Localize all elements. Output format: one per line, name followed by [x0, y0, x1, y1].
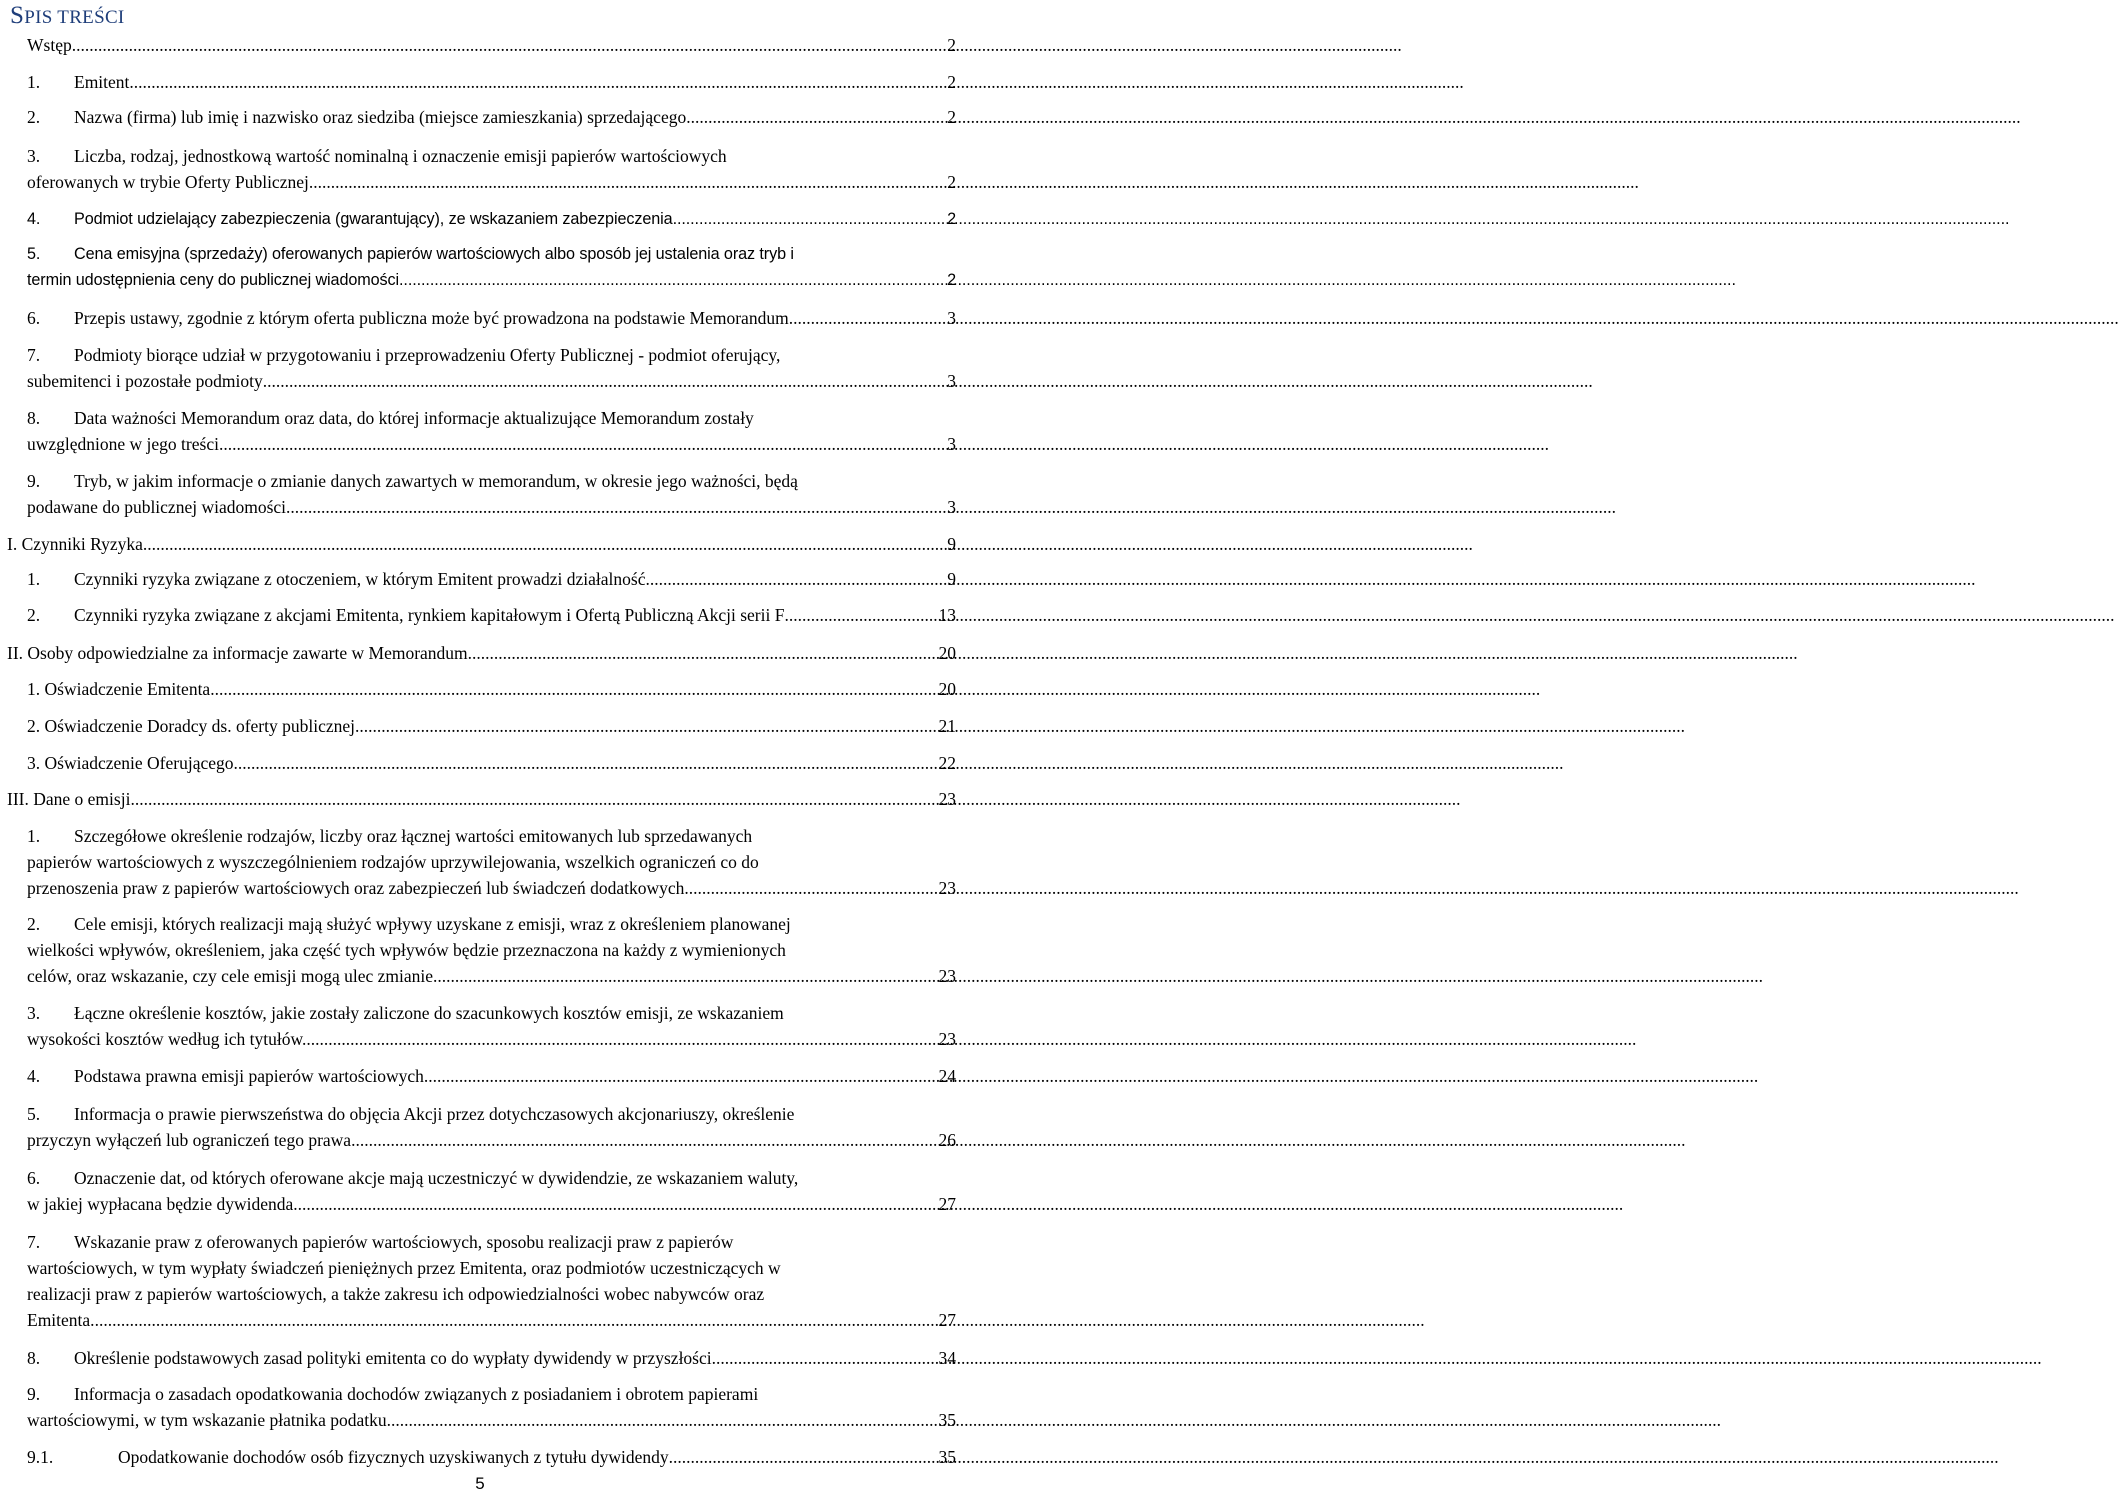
toc-entry-line — [0, 169, 956, 195]
toc-entry-page-number: 13 — [938, 605, 956, 625]
toc-entry[interactable] — [0, 786, 960, 812]
toc-entry-line — [0, 368, 956, 394]
toc-title-initial: S — [10, 2, 25, 29]
toc-entry-text: podawane do publicznej wiadomości — [27, 497, 287, 517]
toc-entry-number: 5. — [27, 245, 41, 263]
toc-entry-line — [0, 1101, 956, 1127]
toc-entry-page-number: 23 — [938, 966, 956, 986]
dot-leader — [784, 602, 936, 628]
toc-entry-text: termin udostępnienia ceny do publicznej wiadomości — [27, 271, 400, 289]
dot-leader — [306, 1026, 936, 1052]
toc-entry-page-number: 20 — [938, 679, 956, 699]
toc-entry[interactable] — [0, 531, 960, 557]
toc-entry-page-number: 3 — [947, 434, 956, 454]
toc-entry-line — [0, 1281, 956, 1307]
toc-entry[interactable] — [0, 911, 960, 989]
toc-entry-page-number: 3 — [947, 308, 956, 328]
toc-entry-text: Czynniki ryzyka związane z otoczeniem, w którym Emitent prowadzi działalność — [74, 569, 646, 589]
toc-entry-text: wysokości kosztów według ich tytułów. — [27, 1029, 307, 1049]
toc-entry[interactable] — [0, 206, 960, 232]
toc-entry[interactable] — [0, 241, 960, 293]
toc-entry-text: przyczyn wyłączeń lub ograniczeń tego prawa. — [27, 1130, 356, 1150]
dot-leader — [468, 640, 937, 666]
toc-entry-number: 8. — [27, 1348, 41, 1368]
toc-entry-text: Oznaczenie dat, od których oferowane akcje mają uczestniczyć w dywidendzie, ze wskazaniem waluty, — [74, 1168, 799, 1188]
toc-entry-page-number: 26 — [938, 1130, 956, 1150]
dot-leader — [789, 305, 946, 331]
toc-entry-text: Tryb, w jakim informacje o zmianie danych zawartych w memorandum, w okresie jego ważności, będą — [74, 471, 798, 491]
toc-entry-line — [0, 1063, 956, 1089]
toc-entry-text: 3. Oświadczenie Oferującego — [27, 753, 234, 773]
dot-leader — [210, 676, 936, 702]
toc-entry-number: 6. — [27, 308, 41, 328]
toc-entry-page-number: 20 — [938, 643, 956, 663]
toc-entry-text: III. Dane o emisji — [7, 789, 131, 809]
toc-entry-number: 2. — [27, 605, 41, 625]
dot-leader — [234, 750, 937, 776]
toc-entry-text: realizacji praw z papierów wartościowych, a także zakresu ich odpowiedzialności wobec nabywców oraz — [27, 1284, 765, 1304]
toc-entry-line — [0, 713, 956, 739]
toc-entry-line — [0, 1191, 956, 1217]
toc-entry-page-number: 2 — [947, 72, 956, 92]
dot-leader — [689, 875, 937, 901]
toc-entry-line — [0, 676, 956, 702]
toc-entry[interactable] — [0, 602, 960, 628]
toc-entry-line — [0, 786, 956, 812]
toc-title — [10, 2, 125, 30]
toc-entry-number: 4. — [27, 1066, 41, 1086]
toc-entry[interactable] — [0, 143, 960, 195]
toc-entry-line — [0, 1407, 956, 1433]
toc-entry-page-number: 9 — [947, 534, 956, 554]
toc-entry-text: Podmiot udzielający zabezpieczenia (gwarantujący), ze wskazaniem zabezpieczenia — [74, 210, 673, 228]
toc-entry[interactable] — [0, 713, 960, 739]
toc-entry-number: 3. — [27, 1003, 41, 1023]
toc-entry-text: Podmioty biorące udział w przygotowaniu i przeprowadzeniu Oferty Publicznej - podmiot oferujący, — [74, 345, 781, 365]
toc-entry-line — [0, 1345, 956, 1371]
toc-entry-line — [0, 143, 956, 169]
toc-entry-page-number: 24 — [938, 1066, 956, 1086]
toc-entry-page-number: 3 — [947, 371, 956, 391]
dot-leader — [355, 713, 936, 739]
dot-leader — [673, 206, 946, 232]
toc-entry-text: oferowanych w trybie Oferty Publicznej — [27, 172, 309, 192]
toc-entry-line — [0, 602, 956, 628]
toc-entry-line — [0, 1255, 956, 1281]
toc-entry-number: 7. — [27, 1232, 41, 1252]
toc-entry-line — [0, 750, 956, 776]
toc-entry-line — [0, 431, 956, 457]
toc-entry[interactable] — [0, 305, 960, 331]
toc-entry-number: 2. — [27, 914, 41, 934]
toc-entry-text: Podstawa prawna emisji papierów wartościowych. — [74, 1066, 429, 1086]
toc-entry[interactable] — [0, 676, 960, 702]
toc-entry-number: 4. — [27, 210, 41, 228]
toc-entry-text: Data ważności Memorandum oraz data, do której informacje aktualizujące Memorandum zostały — [74, 408, 754, 428]
toc-entry-line — [0, 1381, 956, 1407]
toc-entry-line — [0, 823, 956, 849]
toc-entry-text: Przepis ustawy, zgodnie z którym oferta publiczna może być prowadzona na podstawie Memorandum — [74, 308, 789, 328]
toc-entry-page-number: 34 — [938, 1348, 956, 1368]
toc-entry-text: Opodatkowanie dochodów osób fizycznych uzyskiwanych z tytułu dywidendy — [118, 1447, 669, 1467]
toc-entry-line — [0, 305, 956, 331]
toc-entry-text: wartościowymi, w tym wskazanie płatnika podatku. — [27, 1410, 392, 1430]
toc-entry-number: 2. — [27, 107, 41, 127]
toc-entry-page-number: 2 — [947, 172, 956, 192]
toc-entry-number: 1. — [27, 72, 41, 92]
toc-entry-text: wielkości wpływów, określeniem, jaka część tych wpływów będzie przeznaczona na każdy z wymienionych — [27, 940, 786, 960]
toc-entry[interactable] — [0, 1381, 960, 1433]
toc-entry-text: Czynniki ryzyka związane z akcjami Emitenta, rynkiem kapitałowym i Ofertą Publiczną Akcji serii F — [74, 605, 785, 625]
toc-entry-line — [0, 849, 956, 875]
toc-entry-page-number: 2 — [947, 271, 956, 289]
toc-entry-line — [0, 1229, 956, 1255]
dot-leader — [143, 531, 945, 557]
toc-entry-line — [0, 1165, 956, 1191]
dot-leader — [263, 368, 946, 394]
toc-entry-line — [0, 911, 956, 937]
toc-entry[interactable] — [0, 69, 960, 95]
document-page — [0, 0, 960, 1499]
toc-entry-line — [0, 69, 956, 95]
toc-entry-line — [0, 468, 956, 494]
toc-entry[interactable] — [0, 1165, 960, 1217]
toc-entry-text: Wskazanie praw z oferowanych papierów wartościowych, sposobu realizacji praw z papierów — [74, 1232, 734, 1252]
toc-entry-number: 3. — [27, 146, 41, 166]
dot-leader — [428, 1063, 936, 1089]
toc-entry[interactable] — [0, 1444, 960, 1470]
toc-entry[interactable] — [0, 1000, 960, 1052]
dot-leader — [669, 1444, 937, 1470]
toc-entry-number: 6. — [27, 1168, 41, 1188]
toc-entry-line — [0, 1000, 956, 1026]
toc-entry-page-number: 23 — [938, 1029, 956, 1049]
dot-leader — [391, 1407, 936, 1433]
toc-entry-page-number: 21 — [938, 716, 956, 736]
toc-entry-text: Emitent. — [74, 72, 134, 92]
toc-entry-text: celów, oraz wskazanie, czy cele emisji mogą ulec zmianie — [27, 966, 434, 986]
toc-entry[interactable] — [0, 342, 960, 394]
toc-entry[interactable] — [0, 1063, 960, 1089]
toc-entry-number: 8. — [27, 408, 41, 428]
toc-entry[interactable] — [0, 1345, 960, 1371]
dot-leader — [399, 267, 945, 293]
toc-entry-text: Cele emisji, których realizacji mają służyć wpływy uzyskane z emisji, wraz z określeniem planowanej — [74, 914, 791, 934]
dot-leader — [134, 69, 945, 95]
dot-leader — [130, 786, 936, 812]
toc-entry[interactable] — [0, 405, 960, 457]
toc-entry-line — [0, 1026, 956, 1052]
toc-entry-page-number: 9 — [947, 569, 956, 589]
toc-entry-line — [0, 206, 956, 232]
toc-entry-line — [0, 963, 956, 989]
dot-leader — [433, 963, 936, 989]
toc-entry[interactable] — [0, 468, 960, 520]
toc-entry-page-number: 27 — [938, 1194, 956, 1214]
toc-entry-page-number: 2 — [947, 107, 956, 127]
toc-title-rest: PIS TREŚCI — [24, 7, 125, 28]
toc-entry-text: Określenie podstawowych zasad polityki emitenta co do wypłaty dywidendy w przyszłości — [74, 1348, 712, 1368]
toc-entry-line — [0, 640, 956, 666]
toc-entry[interactable] — [0, 823, 960, 901]
toc-entry[interactable] — [0, 640, 960, 666]
toc-entry-line — [0, 1127, 956, 1153]
toc-entry-page-number: 22 — [938, 753, 956, 773]
toc-entry-text: Nazwa (firma) lub imię i nazwisko oraz siedziba (miejsce zamieszkania) sprzedającego. — [74, 107, 691, 127]
toc-entry-text: Łączne określenie kosztów, jakie zostały zaliczone do szacunkowych kosztów emisji, ze wskazaniem — [74, 1003, 784, 1023]
toc-entry[interactable] — [0, 32, 960, 58]
toc-entry-page-number: 23 — [938, 789, 956, 809]
toc-entry-number: 9. — [27, 471, 41, 491]
toc-entry-text: Liczba, rodzaj, jednostkową wartość nominalną i oznaczenie emisji papierów wartościowych — [74, 146, 727, 166]
toc-entry-text: przenoszenia praw z papierów wartościowych oraz zabezpieczeń lub świadczeń dodatkowych. — [27, 878, 689, 898]
toc-entry-line — [0, 1307, 956, 1333]
toc-entry-text: papierów wartościowych z wyszczególnieniem rodzajów uprzywilejowania, wszelkich ograniczeń co do — [27, 852, 759, 872]
toc-entry-line — [0, 875, 956, 901]
page-number: 5 — [475, 1474, 485, 1493]
toc-entry[interactable] — [0, 1229, 960, 1333]
toc-entry-line — [0, 1444, 956, 1470]
toc-entry-text: uwzględnione w jego treści — [27, 434, 219, 454]
toc-entry-text: 2. Oświadczenie Doradcy ds. oferty publicznej — [27, 716, 356, 736]
toc-entry-page-number: 27 — [938, 1310, 956, 1330]
toc-entry[interactable] — [0, 566, 960, 592]
toc-entry-number: 1. — [27, 826, 41, 846]
toc-entry-line — [0, 104, 956, 130]
toc-entry-text: Cena emisyjna (sprzedaży) oferowanych papierów wartościowych albo sposób jej ustalenia oraz tryb i — [74, 245, 794, 263]
toc-entry-text: II. Osoby odpowiedzialne za informacje zawarte w Memorandum — [7, 643, 468, 663]
toc-entry-number: 5. — [27, 1104, 41, 1124]
toc-entry-page-number: 2 — [947, 35, 956, 55]
toc-entry-text: I. Czynniki Ryzyka — [7, 534, 143, 554]
dot-leader — [286, 494, 945, 520]
toc-entry-text: Emitenta. — [27, 1310, 95, 1330]
toc-entry-line — [0, 241, 956, 267]
toc-entry-line — [0, 32, 956, 58]
dot-leader — [355, 1127, 936, 1153]
toc-entry-page-number: 23 — [938, 878, 956, 898]
dot-leader — [293, 1191, 936, 1217]
toc-entry-text: Informacja o prawie pierwszeństwa do objęcia Akcji przez dotychczasowych akcjonariuszy, określenie — [74, 1104, 795, 1124]
dot-leader — [72, 32, 946, 58]
dot-leader — [691, 104, 946, 130]
toc-entry-line — [0, 494, 956, 520]
toc-entry-number: 9.1. — [27, 1447, 54, 1467]
toc-entry[interactable] — [0, 1101, 960, 1153]
toc-entry-page-number: 3 — [947, 497, 956, 517]
toc-entry-line — [0, 405, 956, 431]
toc-entry-number: 9. — [27, 1384, 41, 1404]
dot-leader — [219, 431, 945, 457]
toc-entry-text: Szczegółowe określenie rodzajów, liczby oraz łącznej wartości emitowanych lub sprzedawanych — [74, 826, 753, 846]
toc-entry-line — [0, 937, 956, 963]
toc-entry-text: Wstęp — [27, 35, 72, 55]
toc-entry-text: subemitenci i pozostałe podmioty — [27, 371, 263, 391]
toc-entry-line — [0, 566, 956, 592]
toc-entry[interactable] — [0, 750, 960, 776]
toc-entry-text: 1. Oświadczenie Emitenta — [27, 679, 211, 699]
toc-entry-page-number: 35 — [938, 1447, 956, 1467]
toc-entry-number: 7. — [27, 345, 41, 365]
toc-entry[interactable] — [0, 104, 960, 130]
toc-entry-line — [0, 267, 956, 293]
toc-entry-line — [0, 342, 956, 368]
toc-entry-page-number: 35 — [938, 1410, 956, 1430]
dot-leader — [645, 566, 945, 592]
toc-entry-text: Informacja o zasadach opodatkowania dochodów związanych z posiadaniem i obrotem papierami — [74, 1384, 759, 1404]
toc-entry-number: 1. — [27, 569, 41, 589]
toc-entry-text: wartościowych, w tym wypłaty świadczeń pieniężnych przez Emitenta, oraz podmiotów uczestniczących w — [27, 1258, 781, 1278]
dot-leader — [309, 169, 945, 195]
toc-entry-text: w jakiej wypłacana będzie dywidenda — [27, 1194, 294, 1214]
dot-leader — [95, 1307, 937, 1333]
dot-leader — [712, 1345, 937, 1371]
toc-entry-line — [0, 531, 956, 557]
toc-entry-page-number: 2 — [947, 210, 956, 228]
